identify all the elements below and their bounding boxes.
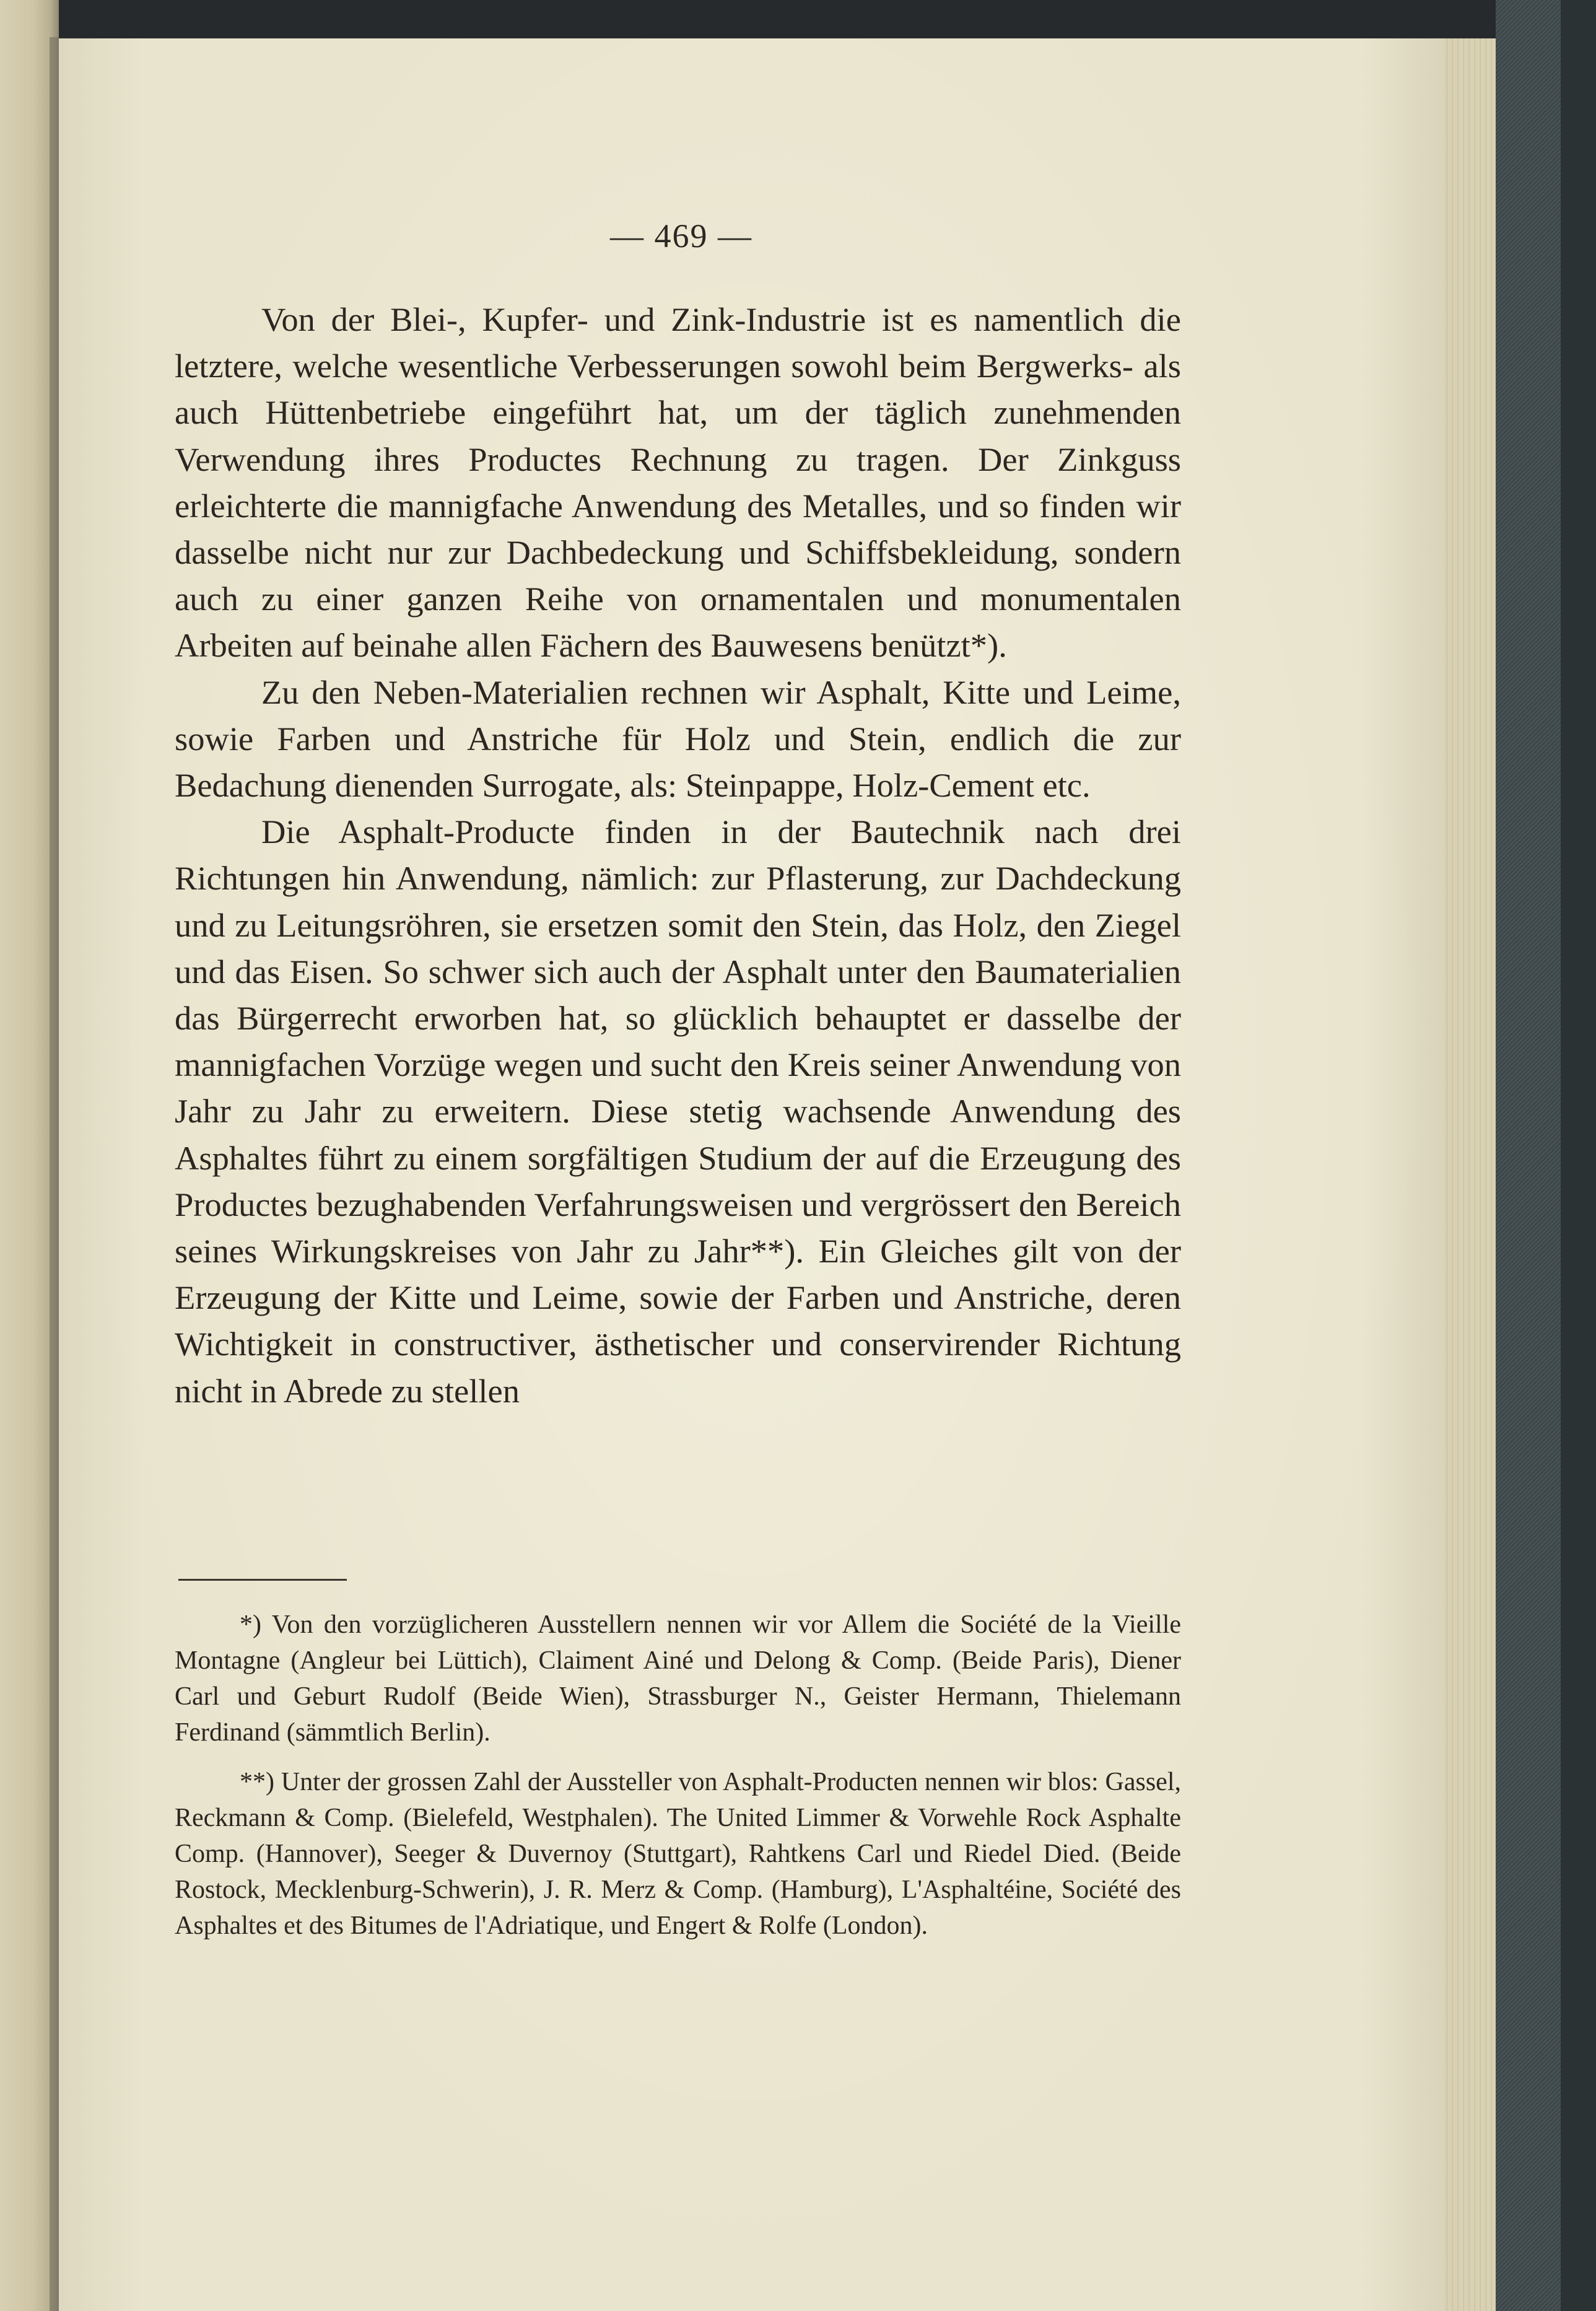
book-cover-edge: [1561, 0, 1596, 2311]
page-number: — 469 —: [610, 217, 752, 255]
paragraph: Von der Blei-, Kupfer- und Zink-Industrie ist es namentlich die letztere, welche wesentliche Verbesserungen sowohl beim Bergwerks- als auch Hüttenbetriebe eingeführt hat, um der täglich zunehmenden Verwendung ihres Productes Rechnung zu tragen. Der Zinkguss erleichterte die mannigfache Anwendung des Metalles, und so finden wir dasselbe nicht nur zur Dachbedeckung und Schiffsbekleidung, sondern auch zu einer ganzen Reihe von ornamentalen und monumentalen Arbeiten auf beinahe allen Fächern des Bauwesens benützt*).: [175, 300, 1181, 665]
footnote: **) Unter der grossen Zahl der Aussteller von Asphalt-Producten nennen wir blos: Gassel, Reckmann & Comp. (Bielefeld, Westphalen). The United Limmer & Vorwehle Rock Asphalte Comp. (Hannover), Seeger & Duvernoy (Stuttgart), Rahtkens Carl und Riedel Died. (Beide Rostock, Mecklenburg-Schwerin), J. R. Merz & Comp. (Hamburg), L'Asphaltéine, Société des Asphaltes et des Bitumes de l'Adriatique, und Engert & Rolfe (London).: [175, 1768, 1181, 1940]
footnote: *) Von den vorzüglicheren Ausstellern nennen wir vor Allem die Société de la Vieille Montagne (Angleur bei Lüttich), Claiment Ainé und Delong & Comp. (Beide Paris), Diener Carl und Geburt Rudolf (Beide Wien), Strassburger N., Geister Hermann, Thielemann Ferdinand (sämmtlich Berlin).: [175, 1610, 1181, 1747]
paragraph: Zu den Neben-Materialien rechnen wir Asphalt, Kitte und Leime, sowie Farben und Anstriche für Holz und Stein, endlich die zur Bedachung dienenden Surrogate, als: Steinpappe, Holz-Cement etc.: [175, 673, 1181, 805]
footnotes: [175, 1607, 1181, 1957]
page-stack-edge: [1437, 38, 1496, 2311]
footnote-divider: [178, 1579, 347, 1581]
main-text: [175, 296, 1181, 1414]
paragraph: Die Asphalt-Producte finden in der Bautechnik nach drei Richtungen hin Anwendung, nämlich: zur Pflasterung, zur Dachdeckung und zu Leitungsröhren, sie ersetzen somit den Stein, das Holz, den Ziegel und das Eisen. So schwer sich auch der Asphalt unter den Baumaterialien das Bürgerrecht erworben hat, so glücklich behauptet er dasselbe der mannigfachen Vorzüge wegen und sucht den Kreis seiner Anwendung von Jahr zu Jahr zu erweitern. Diese stetig wachsende Anwendung des Asphaltes führt zu einem sorgfältigen Studium der auf die Erzeugung des Productes bezughabenden Verfahrungsweisen und vergrössert den Bereich seines Wirkungskreises von Jahr zu Jahr**). Ein Gleiches gilt von der Erzeugung der Kitte und Leime, sowie der Farben und Anstriche, deren Wichtigkeit in constructiver, ästhetischer und conservirender Richtung nicht in Abrede zu stellen: [175, 813, 1181, 1410]
background-top-edge: [0, 0, 1596, 43]
